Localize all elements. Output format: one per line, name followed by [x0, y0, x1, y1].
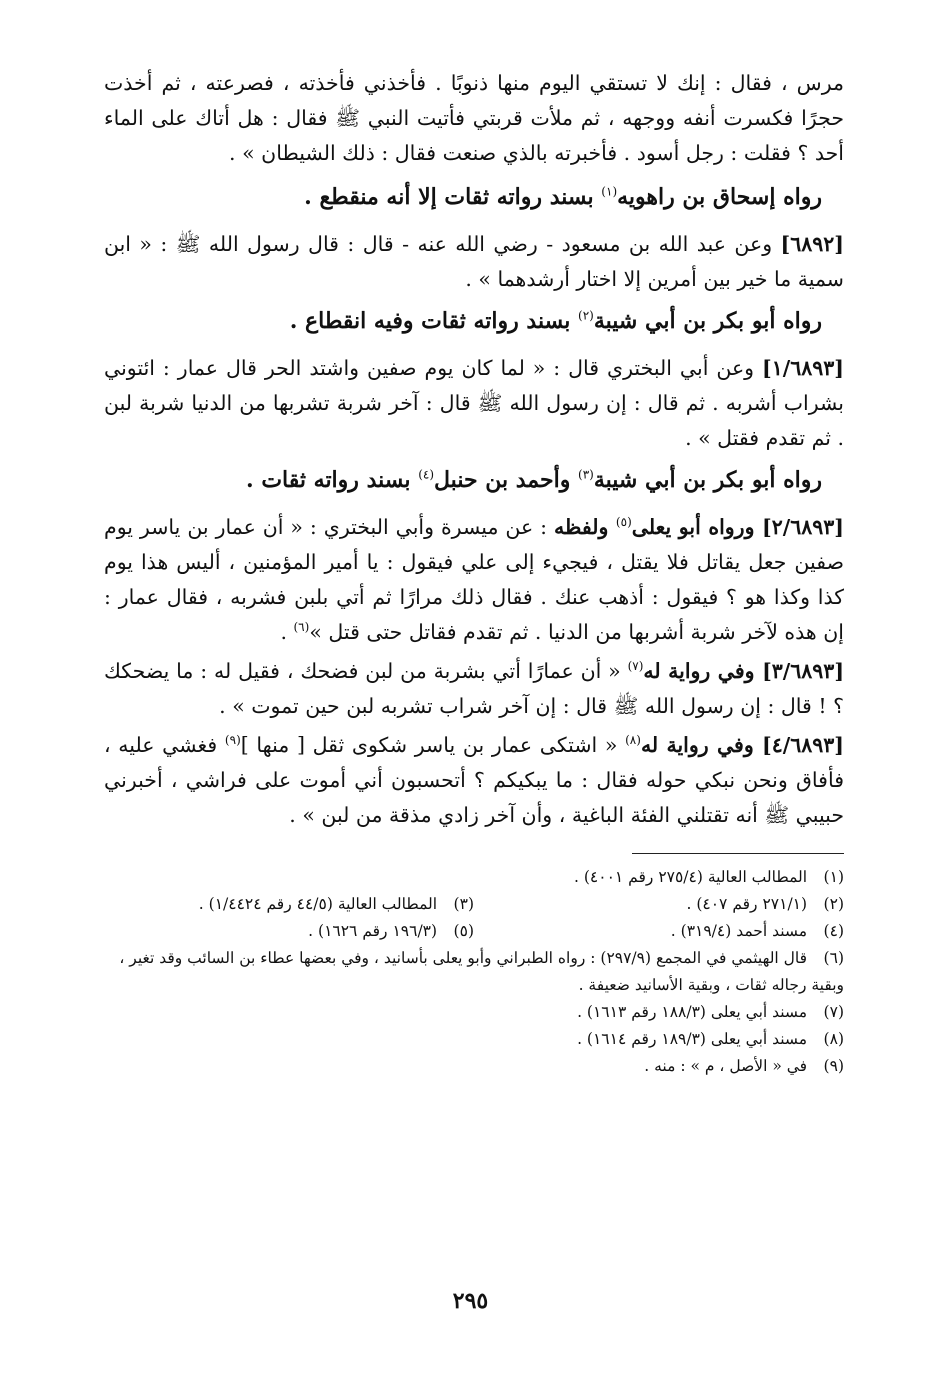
page-number: ٢٩٥: [452, 1288, 489, 1314]
source-line-1: رواه إسحاق بن راهويه$^{(١)}$ بسند رواته ثقات إلا أنه منقطع .: [304, 184, 822, 210]
footnote-2: (٢) (٢٧١/١ رقم ٤٠٧) .: [686, 895, 844, 913]
footnote-6: (٦) قال الهيثمي في المجمع (٢٩٧/٩) : رواه الطبراني وأبو يعلى بأسانيد ، وفي بعضها عطاء بن السائب وقد تغير ، وبقية رجاله ثقات ، وبقية الأسانيد ضعيفة .: [119, 949, 844, 994]
footnote-3: (٣) المطالب العالية (٤٤/٥ رقم ١/٤٤٢٤) .: [198, 895, 474, 913]
footnote-ref[interactable]: (٢): [578, 308, 594, 323]
footnote-9: (٩) في « الأصل ، م » : منه .: [644, 1057, 844, 1075]
footnote-ref[interactable]: (٣): [578, 467, 594, 482]
footnote-5: (٥) (١٩٦/٣ رقم ١٦٢٦) .: [308, 922, 474, 940]
hadith-number: [١/٦٨٩٣]: [762, 356, 844, 380]
hadith-6893-1: [١/٦٨٩٣] وعن أبي البختري قال : « لما كان يوم صفين واشتد الحر قال عمار : ائتوني بشراب أشربه . ثم قال : إن رسول الله ﷺ قال : آخر شربة تشربها من الدنيا شربة لبن . ثم تقدم فقتل » .: [104, 356, 844, 450]
hadith-6893-4: [٤/٦٨٩٣] وفي رواية له$^{(٨)}$ « اشتكى عمار بن ياسر شكوى ثقل [ منها ]$^{(٩)}$ فغشي عليه ، فأفاق ونحن نبكي حوله فقال : ما يبكيكم ؟ أتحسبون أني أموت على فراشي ، أخبرني حبيبي ﷺ أنه تقتلني الفئة الباغية ، وأن آخر زادي مذقة من لبن » .: [104, 733, 844, 827]
footnote-ref[interactable]: (٥): [615, 515, 632, 530]
source-line-3: رواه أبو بكر بن أبي شيبة$^{(٣)}$ وأحمد بن حنبل$^{(٤)}$ بسند رواته ثقات .: [246, 467, 822, 493]
footnote-7: (٧) مسند أبي يعلى (١٨٨/٣ رقم ١٦١٣) .: [577, 1003, 844, 1021]
footnote-ref[interactable]: (٨): [625, 733, 641, 748]
footnote-8: (٨) مسند أبي يعلى (١٨٩/٣ رقم ١٦١٤) .: [577, 1030, 844, 1048]
footnote-row-2-3: [104, 891, 844, 918]
hadith-6893-2: [٢/٦٨٩٣] ورواه أبو يعلى$^{(٥)}$ ولفظه : عن ميسرة وأبي البختري : « أن عمار بن ياسر يوم صفين جعل يقاتل فلا يقتل ، فيجيء إلى علي فيقول : يا أمير المؤمنين ، أليس هذا يوم كذا وكذا هو ؟ فيقول : أذهب عنك . فقال ذلك مرارًا ثم أتي بلبن فشربه ، فقال عمار : إن هذه لآخر شربة أشربها من الدنيا . ثم تقدم فقاتل حتى قتل »$^{(٦)}$ .: [104, 515, 844, 644]
hadith-number: [٣/٦٨٩٣]: [762, 659, 845, 683]
footnote-ref[interactable]: (٧): [627, 659, 644, 674]
paragraph-continuation: مرس ، فقال : إنك لا تستقي اليوم منها ذنوبًا . فأخذني فأخذته ، فصرعته ، ثم أخذت حجرًا فكسرت أنفه ووجهه ، ثم ملأت قربتي فأتيت النبي ﷺ فقال : هل أتاك على الماء أحد ؟ فقلت : رجل أسود . فأخبرته بالذي صنعت فقال : ذلك الشيطان » .: [104, 71, 844, 165]
hadith-number: [٤/٦٨٩٣]: [762, 733, 844, 757]
hadith-number: [٢/٦٨٩٣]: [762, 515, 844, 539]
footnote-ref[interactable]: (٤): [418, 467, 435, 482]
footnote-ref[interactable]: (٩): [224, 733, 241, 748]
footnote-divider: [632, 853, 844, 854]
source-line-2: رواه أبو بكر بن أبي شيبة$^{(٢)}$ بسند رواته ثقات وفيه انقطاع .: [289, 308, 822, 334]
hadith-6892: [٦٨٩٢] وعن عبد الله بن مسعود - رضي الله عنه - قال : قال رسول الله ﷺ : « ابن سمية ما خير بين أمرين إلا اختار أرشدهما » .: [104, 232, 844, 291]
hadith-6893-3: [٣/٦٨٩٣] وفي رواية له$^{(٧)}$ « أن عمارًا أتي بشربة من لبن فضحك ، فقيل له : ما يضحكك ؟ ! قال : إن رسول الله ﷺ قال : إن آخر شراب تشربه لبن حين تموت » .: [104, 659, 845, 718]
footnote-1: (١) المطالب العالية (٢٧٥/٤ رقم ٤٠٠١) .: [574, 868, 844, 886]
hadith-number: [٦٨٩٢]: [780, 232, 844, 256]
footnote-ref[interactable]: (١): [601, 184, 618, 199]
footnote-row-4-5: [104, 918, 844, 945]
page-body: [104, 66, 844, 1080]
footnote-ref[interactable]: (٦): [293, 620, 310, 635]
footnotes: [104, 864, 844, 1080]
footnote-4: (٤) مسند أحمد (٣١٩/٤) .: [670, 922, 844, 940]
